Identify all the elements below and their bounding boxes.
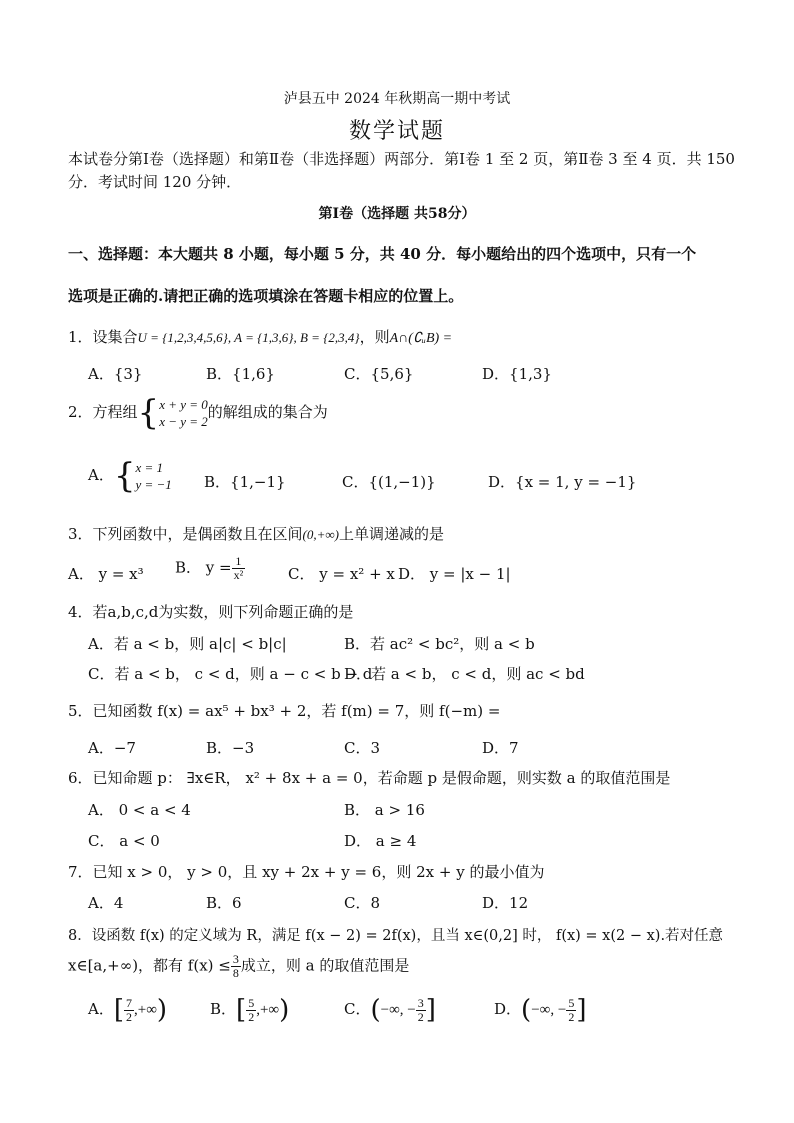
school-exam-title: 泸县五中 2024 年秋期高一期中考试 [283,91,511,107]
q2-system-brace: { [137,393,160,433]
q8-option-b-tail: ,+∞ [256,1002,280,1018]
q8-option-c-label: C． [344,1000,371,1018]
question-2-stem [68,393,328,433]
q1-stem-prefix: 1．设集合 [68,328,138,346]
q8-line2-numerator: 3 [232,952,239,966]
q8-option-a-fraction [124,997,134,1024]
q7-option-d: D．12 [482,894,529,912]
q8-option-b-numerator: 5 [248,995,255,1010]
q6-option-c: C． a < 0 [88,832,160,850]
q8-option-c-fraction [416,997,426,1024]
q8-option-b-right-paren: ) [279,995,290,1025]
exam-intro: 本试卷分第Ⅰ卷（选择题）和第Ⅱ卷（非选择题）两部分．第Ⅰ卷 1 至 2 页，第Ⅱ卷 3 至 4 页．共 150 分．考试时间 120 分钟． [68,150,735,191]
q1-option-a: A．{3} [88,365,143,383]
q8-option-b-denominator: 2 [248,1009,255,1024]
q3-option-b-numerator: 1 [232,555,246,569]
question-3-stem [68,523,444,544]
question-6-stem: 6．已知命题 p： ∃x∈R， x² + 8x + a = 0，若命题 p 是假命题，则实数 a 的取值范围是 [68,769,671,787]
q8-option-a-denominator: 2 [126,1009,132,1024]
q2-option-a-line2: y = −1 [135,477,172,492]
q5-option-d: D．7 [482,739,519,757]
q8-option-d-right-bracket: ] [576,995,587,1025]
q2-system [159,396,208,430]
q8-option-d-fraction [566,997,576,1024]
q2-option-a-label: A． [88,466,114,484]
q8-option-c-right-bracket: ] [425,995,436,1025]
q4-option-a: A．若 a < b，则 a|c| < b|c| [88,635,287,653]
q8-option-b [210,995,289,1025]
q8-option-a-right-paren: ) [156,995,168,1025]
question-8-stem-line2 [68,953,409,980]
q8-option-a-numerator: 7 [126,995,132,1010]
q8-option-c-left-paren: ( [370,995,381,1025]
q3-option-c: C． y = x² + x [288,565,395,583]
question-8-stem-line1: 8．设函数 f(x) 的定义域为 R，满足 f(x − 2) = 2f(x)，且当 x∈(0,2] 时， f(x) = x(2 − x).若对任意 [68,928,724,944]
q8-option-d-head: −∞, − [531,1002,567,1018]
section-instructions-line1: 一、选择题：本大题共 8 小题，每小题 5 分，共 40 分．每小题给出的四个选项中，只有一个 [68,245,697,263]
q8-option-b-left-bracket: [ [236,995,247,1025]
q8-line2-suffix: 成立，则 a 的取值范围是 [240,956,410,975]
q6-option-b: B． a > 16 [344,801,425,819]
q3-option-b-fraction [232,555,246,582]
question-5-stem: 5．已知函数 f(x) = ax⁵ + bx³ + 2，若 f(m) = 7，则 f(−m) = [68,702,501,720]
q8-option-c-denominator: 2 [417,1009,424,1024]
q8-option-d-numerator: 5 [568,995,575,1010]
question-1-stem [68,326,452,347]
q1-option-b: B．{1,6} [206,365,275,383]
q8-line2-denominator: 8 [232,966,239,980]
q8-option-b-label: B． [210,1000,237,1018]
section-instructions-line2: 选项是正确的.请把正确的选项填涂在答题卡相应的位置上。 [68,287,464,305]
question-4-stem: 4．若a,b,c,d为实数，则下列命题正确的是 [68,603,354,621]
q5-option-b: B．−3 [206,739,255,757]
q4-option-d: D．若 a < b， c < d，则 ac < bd [344,665,585,683]
q8-option-b-fraction [246,997,256,1024]
q8-option-a [88,995,167,1025]
q1-sets: U = {1,2,3,4,5,6}, A = {1,3,6}, B = {2,3,4} [137,330,360,345]
q2-stem-suffix: 的解组成的集合为 [207,403,328,421]
q3-interval: (0,+∞) [302,527,339,542]
q6-option-d: D． a ≥ 4 [344,832,417,850]
q8-option-c [344,995,436,1025]
q8-option-a-left-bracket: [ [113,995,124,1025]
question-7-stem: 7．已知 x > 0， y > 0，且 xy + 2x + y = 6，则 2x + y 的最小值为 [68,863,545,881]
q2-option-a [88,456,172,496]
q2-eq1: x + y = 0 [159,397,208,412]
q8-option-d-left-paren: ( [521,995,532,1025]
q1-option-d: D．{1,3} [482,365,552,383]
q8-option-c-numerator: 3 [417,995,424,1010]
q3-option-a: A． y = x³ [68,565,144,583]
q3-option-b [175,555,245,582]
q2-option-d: D．{x = 1, y = −1} [488,473,637,491]
q7-option-c: C．8 [344,894,381,912]
q2-option-a-system [135,459,171,493]
q3-stem-prefix: 3．下列函数中，是偶函数且在区间 [68,525,303,543]
q8-line2-fraction [231,953,241,980]
q8-option-d-denominator: 2 [568,1009,575,1024]
q1-expression: A∩(∁ᵤB) = [389,331,453,346]
q1-stem-mid: ，则 [359,328,390,346]
q4-option-c: C．若 a < b， c < d，则 a − c < b − d [88,665,373,683]
q8-option-d [494,995,586,1025]
q2-option-c: C．{(1,−1)} [342,473,436,491]
q8-option-a-tail: ,+∞ [134,1002,157,1018]
q5-option-c: C．3 [344,739,381,757]
q8-option-d-label: D． [494,1000,522,1018]
q2-option-a-brace: { [113,456,136,496]
q5-option-a: A．−7 [88,739,136,757]
q8-option-c-head: −∞, − [380,1002,416,1018]
subject-title: 数学试题 [348,119,445,144]
q8-option-a-label: A． [88,1000,114,1018]
q3-option-b-label: B． y = [175,558,232,577]
q1-option-c: C．{5,6} [344,365,414,383]
q2-stem-prefix: 2．方程组 [68,403,138,421]
q3-option-b-denominator: x² [233,568,244,582]
q6-option-a: A． 0 < a < 4 [88,801,191,819]
q3-stem-suffix: 上单调递减的是 [339,525,445,543]
q7-option-b: B．6 [206,894,242,912]
q4-option-b: B．若 ac² < bc²，则 a < b [344,635,535,653]
q3-option-d: D． y = |x − 1| [398,565,511,583]
q8-line2-prefix: x∈[a,+∞)，都有 f(x) ≤ [68,956,231,975]
q2-eq2: x − y = 2 [159,414,208,429]
q2-option-a-line1: x = 1 [135,460,164,475]
part-one-title: 第Ⅰ卷（选择题 共58分） [318,206,476,222]
q7-option-a: A．4 [88,894,124,912]
q2-option-b: B．{1,−1} [204,473,286,491]
